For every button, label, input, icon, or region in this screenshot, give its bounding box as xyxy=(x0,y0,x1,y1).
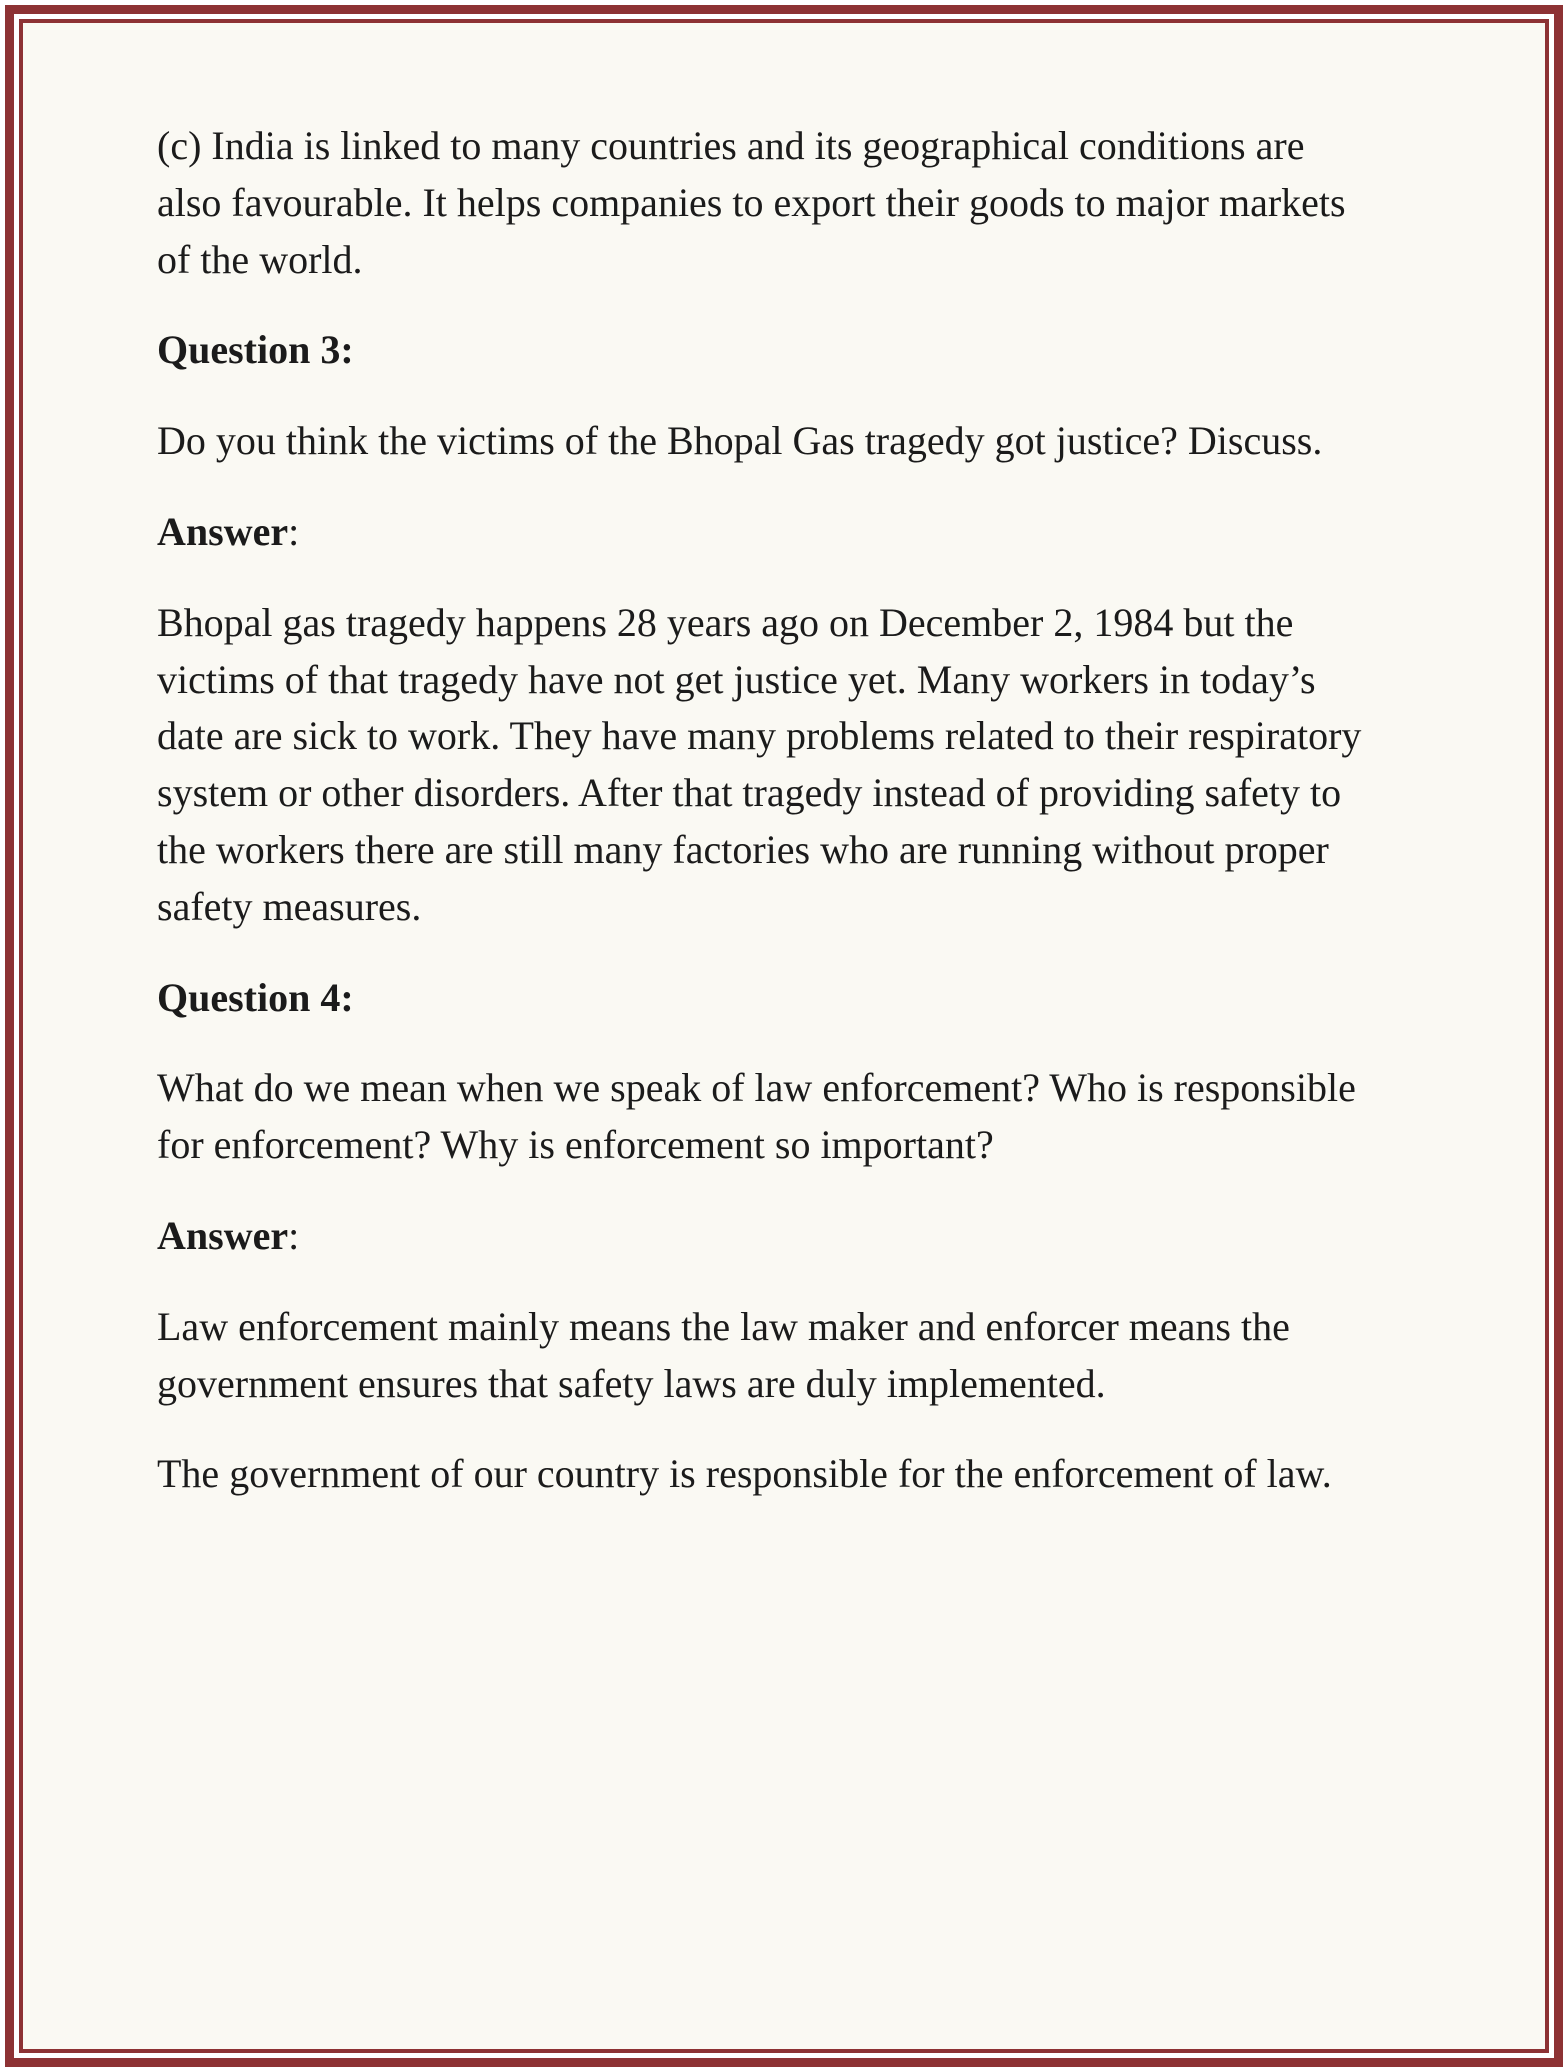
answer-label-text: Answer xyxy=(157,1212,289,1258)
question-4-answer-paragraph-2: The government of our country is responsible for the enforcement of law. xyxy=(157,1451,1332,1497)
question-3-answer-label xyxy=(157,504,1369,561)
document-content xyxy=(157,118,1369,1503)
question-3-text: Do you think the victims of the Bhopal Gas tragedy got justice? Discuss. xyxy=(157,418,1323,464)
question-4-answer-paragraph-1: Law enforcement mainly means the law maker and enforcer means the government ensures that safety laws are duly implemented. xyxy=(157,1303,1290,1406)
question-3-heading: Question 3: xyxy=(157,327,354,373)
question-4-answer-label xyxy=(157,1208,1369,1265)
answer-label-text: Answer xyxy=(157,508,289,554)
answer-label-colon: : xyxy=(288,1212,300,1258)
question-4-text: What do we mean when we speak of law enforcement? Who is responsible for enforcement? Why is enforcement so important? xyxy=(157,1065,1356,1168)
intro-paragraph: (c) India is linked to many countries and its geographical conditions are also favourable. It helps companies to export their goods to major markets of the world. xyxy=(157,123,1346,282)
question-4-heading: Question 4: xyxy=(157,974,354,1020)
page-outer-border xyxy=(5,5,1563,2067)
question-3-answer-text: Bhopal gas tragedy happens 28 years ago on December 2, 1984 but the victims of that tragedy have not get justice yet. Many workers in today’s date are sick to work. They have many problems related to their respiratory system or other disorders. After that tragedy instead of providing safety to the workers there are still many factories who are running without proper safety measures. xyxy=(157,599,1362,929)
answer-label-colon: : xyxy=(288,508,300,554)
page-inner-border xyxy=(19,19,1549,2053)
